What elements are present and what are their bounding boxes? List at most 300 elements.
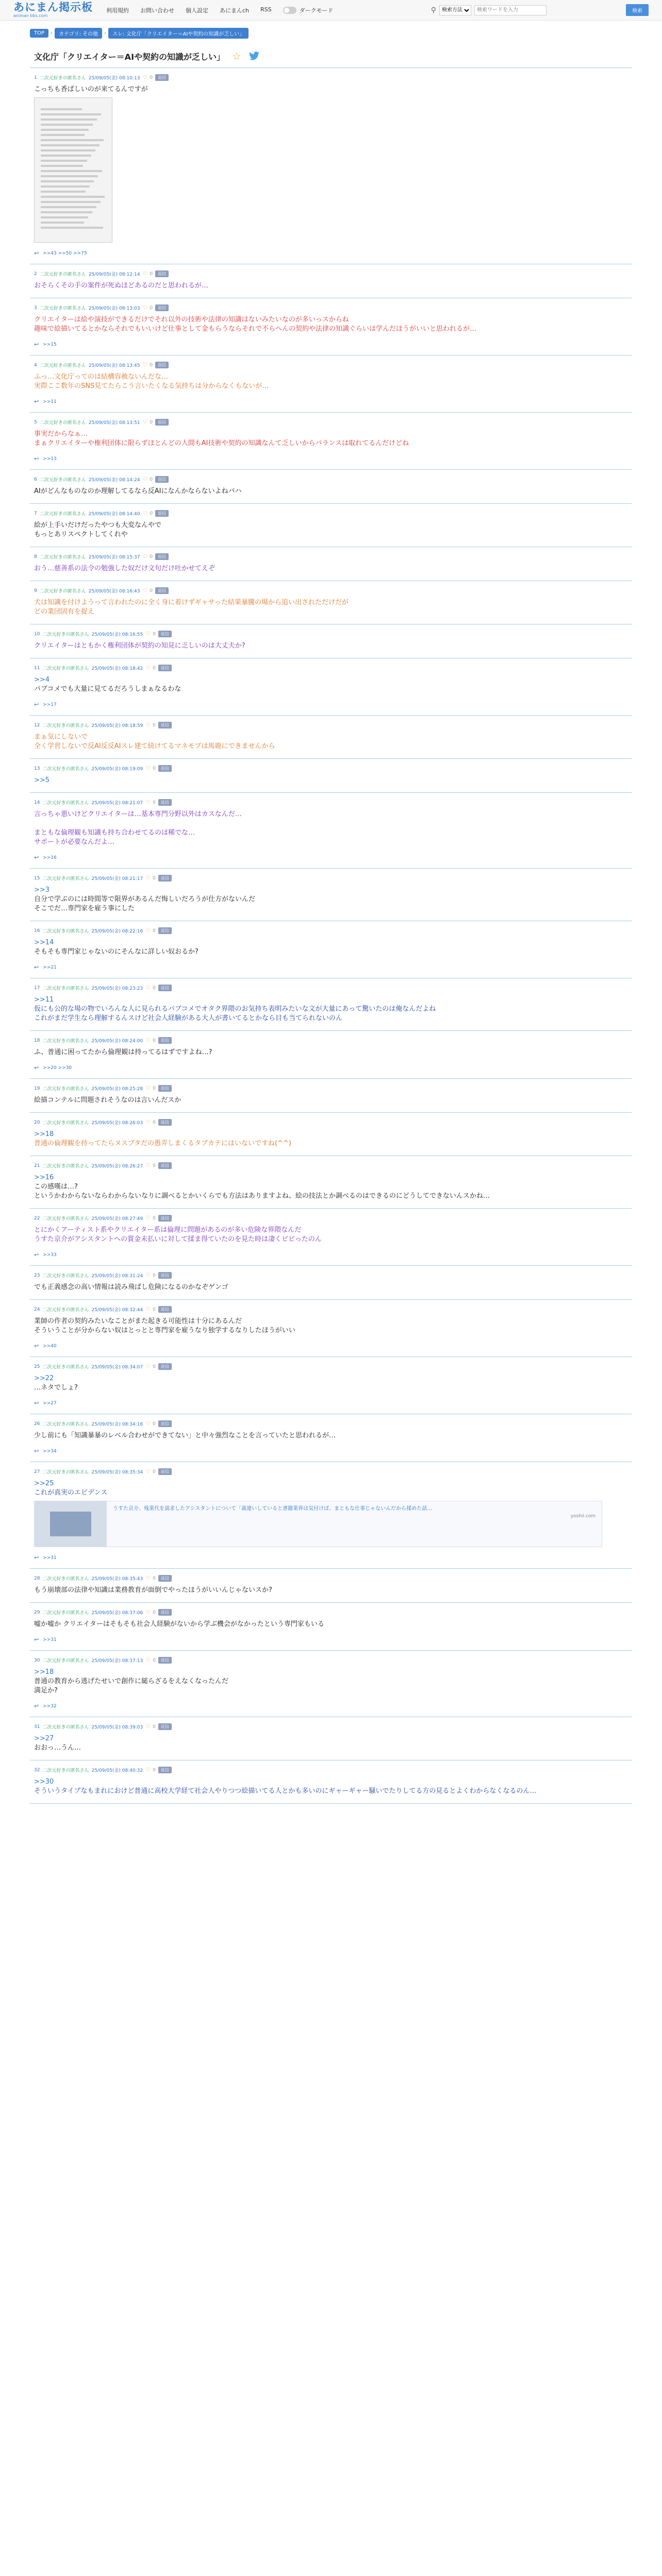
post-footer xyxy=(34,964,632,971)
post-footer xyxy=(34,398,632,405)
reply-button[interactable]: 返信 xyxy=(158,1420,172,1427)
post-meta xyxy=(34,587,632,594)
post-date: 25/09/05(金) 08:13:45 xyxy=(88,363,140,368)
like-count: 0 xyxy=(153,631,156,637)
reply-anchor[interactable]: >>11 xyxy=(34,996,54,1004)
reply-button[interactable]: 返信 xyxy=(155,270,169,277)
image-text-line xyxy=(41,113,101,115)
like-count: 0 xyxy=(153,1469,156,1475)
heart-icon[interactable]: ♡ xyxy=(145,1086,151,1091)
post-footer xyxy=(34,250,632,257)
favorite-star-icon[interactable]: ☆ xyxy=(232,50,241,62)
poster-name: 二次元好きの匿名さん xyxy=(39,589,86,594)
post-footer xyxy=(34,1703,632,1709)
reply-button[interactable]: 返信 xyxy=(158,799,172,806)
post-number[interactable]: 32 xyxy=(34,1767,40,1773)
heart-icon[interactable]: ♡ xyxy=(145,1469,151,1475)
post xyxy=(30,1079,632,1113)
post-body: 嘘か嘘か クリエイターはそもそも社会人経験がないから学ぶ機会がなかったという専門家もいる xyxy=(34,1620,324,1628)
poster-name: 二次元好きの匿名さん xyxy=(39,478,86,483)
post xyxy=(30,716,632,759)
heart-icon[interactable]: ♡ xyxy=(145,1273,151,1278)
reply-button[interactable]: 返信 xyxy=(158,1162,172,1169)
heart-icon[interactable]: ♡ xyxy=(145,1364,151,1369)
breadcrumb-arrow-icon: › xyxy=(104,30,107,36)
like-count: 0 xyxy=(153,1724,156,1730)
search-scope-select[interactable] xyxy=(439,5,471,15)
nav-rss[interactable]: RSS xyxy=(260,6,272,13)
reply-links[interactable]: >>40 xyxy=(43,1343,57,1349)
reply-button[interactable]: 返信 xyxy=(158,1119,172,1126)
post-body: そもそも専門家じゃないのにそんなに詳しい奴おるか? xyxy=(34,948,198,956)
reply-anchor[interactable]: >>3 xyxy=(34,886,50,894)
twitter-bird-icon[interactable] xyxy=(249,52,260,61)
post xyxy=(30,1209,632,1266)
nav-terms[interactable]: 利用規約 xyxy=(106,7,129,14)
reply-arrow-icon: ↩ xyxy=(34,1400,39,1406)
like-count: 0 xyxy=(153,1273,156,1278)
post-footer xyxy=(34,1400,632,1406)
like-count: 0 xyxy=(153,1421,156,1427)
poster-name: 二次元好きの匿名さん xyxy=(39,363,86,368)
reply-button[interactable]: 返信 xyxy=(158,722,172,728)
post-number[interactable]: 14 xyxy=(34,800,40,805)
reply-links[interactable]: >>33 xyxy=(43,1252,57,1258)
post-meta xyxy=(34,1575,632,1582)
heart-icon[interactable]: ♡ xyxy=(145,800,151,805)
image-text-line xyxy=(41,201,101,203)
heart-icon[interactable]: ♡ xyxy=(142,554,147,560)
post-meta xyxy=(34,510,632,517)
reply-button[interactable]: 返信 xyxy=(158,1085,172,1092)
reply-links[interactable]: >>31 xyxy=(43,1637,57,1642)
heart-icon[interactable]: ♡ xyxy=(142,588,147,594)
post-date: 25/09/05(金) 08:13:03 xyxy=(88,306,140,311)
post-body: でも正義感念の高い情報は読み飛ばし危険になるのかなぞゲンゴ xyxy=(34,1283,228,1291)
nav-animanch[interactable]: あにまんch xyxy=(220,7,250,14)
link-card[interactable] xyxy=(34,1501,602,1547)
reply-anchor[interactable]: >>18 xyxy=(34,1130,54,1138)
post xyxy=(30,1717,632,1760)
post-number[interactable]: 6 xyxy=(34,477,37,482)
post-number[interactable]: 20 xyxy=(34,1120,40,1125)
heart-icon[interactable]: ♡ xyxy=(145,722,151,728)
post-date: 25/09/05(金) 08:24:00 xyxy=(91,1039,143,1044)
post-date: 25/09/05(金) 08:40:32 xyxy=(91,1768,143,1773)
reply-button[interactable]: 返信 xyxy=(158,1767,172,1773)
reply-links[interactable]: >>21 xyxy=(43,964,57,970)
like-count: 0 xyxy=(153,1767,156,1773)
heart-icon[interactable]: ♡ xyxy=(145,631,151,637)
poster-name: 二次元好きの匿名さん xyxy=(42,767,89,772)
reply-button[interactable]: 返信 xyxy=(158,1723,172,1730)
like-count: 0 xyxy=(153,985,156,991)
poster-name: 二次元好きの匿名さん xyxy=(42,876,89,882)
nav-contact[interactable]: お問い合わせ xyxy=(140,7,174,14)
post-date: 25/09/05(金) 08:31:24 xyxy=(91,1274,143,1279)
logo-sub-text: animan bbs.com xyxy=(13,13,48,18)
post-date: 25/09/05(金) 08:19:09 xyxy=(91,767,143,772)
heart-icon[interactable]: ♡ xyxy=(145,1767,151,1773)
reply-button[interactable]: 返信 xyxy=(158,1468,172,1475)
post-meta xyxy=(34,631,632,637)
post-meta xyxy=(34,1162,632,1169)
post-number[interactable]: 7 xyxy=(34,511,37,516)
reply-arrow-icon: ↩ xyxy=(34,1343,39,1349)
reply-button[interactable]: 返信 xyxy=(155,304,169,311)
poster-name: 二次元好きの匿名さん xyxy=(42,1308,89,1313)
post-number[interactable]: 15 xyxy=(34,875,40,881)
post-number[interactable]: 5 xyxy=(34,419,37,425)
post-body: もう崩壊部の法律や知識は業務教育が面倒でやったほうがいいんじゃないスか? xyxy=(34,1586,272,1594)
reply-button[interactable]: 返信 xyxy=(158,927,172,934)
post-date: 25/09/05(金) 08:27:49 xyxy=(91,1216,143,1222)
post xyxy=(30,1569,632,1603)
post-date: 25/09/05(金) 08:10:13 xyxy=(88,76,140,81)
search-area xyxy=(431,4,649,16)
reply-links[interactable]: >>16 xyxy=(43,855,57,860)
post xyxy=(30,1760,632,1804)
post-number[interactable]: 16 xyxy=(34,928,40,934)
post-number[interactable]: 29 xyxy=(34,1609,40,1615)
like-count: 0 xyxy=(150,75,153,80)
post xyxy=(30,298,632,355)
post-date: 25/09/05(金) 08:39:03 xyxy=(91,1725,143,1730)
post-date: 25/09/05(金) 08:32:44 xyxy=(91,1308,143,1313)
reply-links[interactable]: >>31 xyxy=(43,1555,57,1561)
poster-name: 二次元好きの匿名さん xyxy=(39,76,86,81)
post xyxy=(30,547,632,581)
heart-icon[interactable]: ♡ xyxy=(145,875,151,881)
post xyxy=(30,504,632,547)
poster-name: 二次元好きの匿名さん xyxy=(42,632,89,637)
like-count: 0 xyxy=(150,511,153,516)
reply-anchor[interactable]: >>4 xyxy=(34,676,50,684)
post-body: 絵描コンテルに問題されそうなのは言いんだスか xyxy=(34,1096,181,1104)
heart-icon[interactable]: ♡ xyxy=(142,75,147,80)
reply-button[interactable]: 返信 xyxy=(158,1037,172,1044)
post-meta xyxy=(34,1723,632,1730)
poster-name: 二次元好きの匿名さん xyxy=(42,929,89,934)
attached-image[interactable] xyxy=(34,97,112,243)
post-number[interactable]: 2 xyxy=(34,271,37,277)
reply-links[interactable]: >>15 xyxy=(43,342,57,347)
link-card-thumbnail xyxy=(35,1501,107,1547)
post-number[interactable]: 18 xyxy=(34,1038,40,1043)
post-number[interactable]: 27 xyxy=(34,1469,40,1475)
post-body: 絵が上手いだけだったやつも大変なんやで もっとあリスペクトしてくれや xyxy=(34,521,162,538)
post-meta xyxy=(34,1468,632,1475)
post xyxy=(30,581,632,624)
post-date: 25/09/05(金) 08:37:06 xyxy=(91,1611,143,1616)
reply-arrow-icon: ↩ xyxy=(34,854,39,861)
reply-button[interactable]: 返信 xyxy=(158,1306,172,1313)
image-text-line xyxy=(41,196,105,198)
post-body: こっちも香ばしいのが来てるんですが xyxy=(34,86,148,93)
post-list xyxy=(30,68,632,1804)
reply-button[interactable]: 返信 xyxy=(155,510,169,517)
post-number[interactable]: 31 xyxy=(34,1724,40,1730)
poster-name: 二次元好きの匿名さん xyxy=(42,1365,89,1370)
post-body: とにかくアーティスト系やクリエイター系は倫理に問題があるのが多い危険な界隈なんだ うすた京介がアシスタントへの賞金未払いに対して揉ま得ていたのを見た時は凄くビビったのん xyxy=(34,1226,322,1243)
reply-anchor[interactable]: >>18 xyxy=(34,1668,54,1676)
post-body: ふ、普通に困ってたから倫理観は持ってるはずですよね…? xyxy=(34,1048,212,1056)
post-number[interactable]: 12 xyxy=(34,722,40,728)
reply-links[interactable]: >>17 xyxy=(43,702,57,707)
reply-arrow-icon: ↩ xyxy=(34,1448,39,1454)
post-body: 少し前にも「知識暴暴のレベル合わせができてない」と中々強烈なことを言っていたと思われるが… xyxy=(34,1432,336,1439)
post-meta xyxy=(34,765,632,772)
poster-name: 二次元好きの匿名さん xyxy=(42,986,89,991)
post-number[interactable]: 10 xyxy=(34,631,40,637)
reply-anchor[interactable]: >>16 xyxy=(34,1174,54,1181)
post-meta xyxy=(34,665,632,671)
logo-text: あにまん掲示板 xyxy=(13,1,93,13)
poster-name: 二次元好きの匿名さん xyxy=(42,1422,89,1427)
reply-button[interactable]: 返信 xyxy=(158,1215,172,1222)
post-meta xyxy=(34,1272,632,1279)
post-body: クリエイターは絵や演技ができるだけでそれ以外の技術や法律の知識はないみたいなのが多いっスからね 趣味で絵描いてるとかならそれでもいいけど仕事として金もらうならそれで不らへんの契約や法律の知識ぐらいは学んだほうがいいと思われるが… xyxy=(34,316,477,333)
poster-name: 二次元好きの匿名さん xyxy=(42,1216,89,1222)
image-text-line xyxy=(41,134,85,136)
heart-icon[interactable]: ♡ xyxy=(142,271,147,277)
reply-arrow-icon: ↩ xyxy=(34,1251,39,1258)
heart-icon[interactable]: ♡ xyxy=(145,928,151,934)
reply-button[interactable]: 返信 xyxy=(155,587,169,594)
post-number[interactable]: 3 xyxy=(34,305,37,311)
heart-icon[interactable]: ♡ xyxy=(145,1120,151,1125)
poster-name: 二次元好きの匿名さん xyxy=(39,272,86,277)
heart-icon[interactable]: ♡ xyxy=(142,477,147,482)
post-meta xyxy=(34,304,632,311)
like-count: 0 xyxy=(153,766,156,771)
image-text-line xyxy=(41,155,91,157)
post xyxy=(30,470,632,504)
top-nav xyxy=(106,6,272,14)
reply-button[interactable]: 返信 xyxy=(155,553,169,560)
breadcrumb-category[interactable]: カテゴリ: その他 xyxy=(55,28,102,39)
reply-button[interactable]: 返信 xyxy=(158,1657,172,1664)
post-body: AIがどんなものなのか理解してるなら反AIになんかならないよねバハ xyxy=(34,487,242,495)
like-count: 0 xyxy=(153,1575,156,1581)
post-meta xyxy=(34,1767,632,1773)
reply-button[interactable]: 返信 xyxy=(158,765,172,772)
breadcrumb xyxy=(0,21,662,39)
post-footer xyxy=(34,1064,632,1071)
reply-button[interactable]: 返信 xyxy=(158,631,172,637)
like-count: 0 xyxy=(150,271,153,277)
thread-content xyxy=(30,39,632,1804)
post-body: 普通の教育から逃げたせいで創作に縋らざるをえなくなったんだ 満足か? xyxy=(34,1677,229,1694)
nav-settings[interactable]: 個人設定 xyxy=(186,7,208,14)
reply-links[interactable]: >>11 xyxy=(43,399,57,404)
reply-arrow-icon: ↩ xyxy=(34,1636,39,1643)
heart-icon[interactable]: ♡ xyxy=(145,1657,151,1663)
poster-name: 二次元好きの匿名さん xyxy=(39,420,86,426)
reply-links[interactable]: >>34 xyxy=(43,1448,57,1454)
reply-button[interactable]: 返信 xyxy=(155,74,169,81)
post-number[interactable]: 26 xyxy=(34,1421,40,1427)
heart-icon[interactable]: ♡ xyxy=(145,1307,151,1312)
reply-button[interactable]: 返信 xyxy=(158,1363,172,1370)
post-date: 25/09/05(金) 08:26:27 xyxy=(91,1164,143,1169)
post-date: 25/09/05(金) 08:16:55 xyxy=(91,632,143,637)
post-number[interactable]: 23 xyxy=(34,1273,40,1278)
post xyxy=(30,658,632,716)
post-number[interactable]: 4 xyxy=(34,362,37,368)
dark-mode-control[interactable] xyxy=(283,6,334,14)
post-meta xyxy=(34,553,632,560)
reply-button[interactable]: 返信 xyxy=(158,1272,172,1279)
post-number[interactable]: 28 xyxy=(34,1575,40,1581)
post xyxy=(30,1603,632,1651)
post-meta xyxy=(34,927,632,934)
reply-anchor[interactable]: >>5 xyxy=(34,776,50,784)
reply-button[interactable]: 返信 xyxy=(158,665,172,671)
site-logo[interactable] xyxy=(13,2,93,18)
poster-name: 二次元好きの匿名さん xyxy=(39,512,86,517)
reply-button[interactable]: 返信 xyxy=(158,875,172,882)
search-icon: ⚲ xyxy=(431,6,436,14)
reply-arrow-icon: ↩ xyxy=(34,398,39,405)
image-text-line xyxy=(41,222,84,224)
reply-anchor[interactable]: >>14 xyxy=(34,939,54,946)
image-text-line xyxy=(41,144,100,146)
post-number[interactable]: 13 xyxy=(34,766,40,771)
dark-mode-toggle[interactable] xyxy=(283,7,296,14)
post-number[interactable]: 19 xyxy=(34,1086,40,1091)
post-meta xyxy=(34,722,632,728)
post-number[interactable]: 30 xyxy=(34,1657,40,1663)
post-meta xyxy=(34,1609,632,1616)
post-body: これが真実のエビデンス xyxy=(34,1489,108,1497)
post-footer xyxy=(34,1251,632,1258)
post-number[interactable]: 11 xyxy=(34,665,40,671)
dark-mode-label: ダークモード xyxy=(299,7,334,14)
reply-links[interactable]: >>13 xyxy=(43,456,57,462)
post-number[interactable]: 9 xyxy=(34,588,37,594)
post xyxy=(30,1266,632,1300)
post-footer xyxy=(34,455,632,462)
like-count: 0 xyxy=(153,1120,156,1125)
post-number[interactable]: 21 xyxy=(34,1163,40,1168)
like-count: 0 xyxy=(153,875,156,881)
post-date: 25/09/05(金) 08:13:51 xyxy=(88,420,140,426)
heart-icon[interactable]: ♡ xyxy=(145,1038,151,1043)
breadcrumb-top[interactable]: TOP xyxy=(30,29,48,38)
reply-button[interactable]: 返信 xyxy=(155,476,169,483)
post-body: まぁ気にしないで 全く学習しないで反AI反反AIスレ建て続けてるマネモブは馬鹿にできませんから xyxy=(34,733,275,750)
heart-icon[interactable]: ♡ xyxy=(142,511,147,516)
heart-icon[interactable]: ♡ xyxy=(145,1163,151,1168)
image-text-line xyxy=(41,170,102,172)
heart-icon[interactable]: ♡ xyxy=(145,1421,151,1427)
heart-icon[interactable]: ♡ xyxy=(145,1724,151,1730)
post xyxy=(30,1031,632,1079)
post-meta xyxy=(34,1420,632,1427)
post-number[interactable]: 8 xyxy=(34,554,37,560)
poster-name: 二次元好きの匿名さん xyxy=(42,1658,89,1664)
reply-button[interactable]: 返信 xyxy=(158,1609,172,1616)
post-date: 25/09/05(金) 08:25:28 xyxy=(91,1087,143,1092)
post-number[interactable]: 22 xyxy=(34,1215,40,1221)
poster-name: 二次元好きの匿名さん xyxy=(42,1039,89,1044)
post-number[interactable]: 1 xyxy=(34,75,37,80)
reply-arrow-icon: ↩ xyxy=(34,455,39,462)
reply-button[interactable]: 返信 xyxy=(155,362,169,368)
post-body: 言っちゃ悪いけどクリエイターは…基本専門分野以外はカスなんだ… まともな倫理観も知識も持ち合わせてるのは稀でな… サポートが必要なんだよ… xyxy=(34,810,242,846)
post xyxy=(30,413,632,470)
like-count: 0 xyxy=(153,1038,156,1043)
post-footer xyxy=(34,341,632,348)
search-button[interactable]: 検索 xyxy=(626,4,649,16)
reply-links[interactable]: >>20 >>30 xyxy=(43,1065,72,1071)
reply-anchor[interactable]: >>30 xyxy=(34,1778,54,1786)
poster-name: 二次元好きの匿名さん xyxy=(42,1470,89,1475)
reply-anchor[interactable]: >>22 xyxy=(34,1375,54,1382)
post-footer xyxy=(34,701,632,708)
reply-links[interactable]: >>32 xyxy=(43,1703,57,1709)
heart-icon[interactable]: ♡ xyxy=(145,1215,151,1221)
heart-icon[interactable]: ♡ xyxy=(142,362,147,368)
post-meta xyxy=(34,476,632,483)
heart-icon[interactable]: ♡ xyxy=(145,766,151,771)
image-text-line xyxy=(41,124,93,126)
image-text-line xyxy=(41,160,87,162)
thread-title-bar xyxy=(30,39,632,67)
poster-name: 二次元好きの匿名さん xyxy=(42,1164,89,1169)
image-text-line xyxy=(41,185,90,188)
post-number[interactable]: 25 xyxy=(34,1364,40,1369)
thread-title: 文化庁「クリエイター＝AIや契約の知識が乏しい」 xyxy=(34,52,225,62)
image-text-line xyxy=(41,139,104,141)
post-body: …ネタでしょ? xyxy=(34,1384,78,1392)
reply-arrow-icon: ↩ xyxy=(34,964,39,971)
heart-icon[interactable]: ♡ xyxy=(145,665,151,671)
heart-icon[interactable]: ♡ xyxy=(142,419,147,425)
reply-links[interactable]: >>43 >>50 >>75 xyxy=(43,250,87,256)
image-text-line xyxy=(41,180,94,182)
search-input[interactable] xyxy=(474,5,547,15)
reply-button[interactable]: 返信 xyxy=(158,1575,172,1582)
post-number[interactable]: 17 xyxy=(34,985,40,991)
post xyxy=(30,264,632,298)
reply-anchor[interactable]: >>27 xyxy=(34,1735,54,1742)
heart-icon[interactable]: ♡ xyxy=(145,1609,151,1615)
image-text-line xyxy=(41,165,83,167)
breadcrumb-thread[interactable]: スレ: 文化庁「クリエイター＝AIや契約の知識が乏しい」 xyxy=(108,28,249,39)
reply-links[interactable]: >>27 xyxy=(43,1400,57,1406)
heart-icon[interactable]: ♡ xyxy=(142,305,147,311)
poster-name: 二次元好きの匿名さん xyxy=(39,555,86,560)
poster-name: 二次元好きの匿名さん xyxy=(42,1725,89,1730)
like-count: 0 xyxy=(150,588,153,594)
post-date: 25/09/05(金) 08:21:07 xyxy=(91,801,143,806)
heart-icon[interactable]: ♡ xyxy=(145,1575,151,1581)
post-number[interactable]: 24 xyxy=(34,1307,40,1312)
link-card-text: うすた京介、残業代を請求したアシスタントについて「裁違いしていると書籍業界は気付けば、まともな仕事じゃないんだから揉めた話… xyxy=(113,1506,433,1512)
reply-button[interactable]: 返信 xyxy=(155,419,169,426)
like-count: 0 xyxy=(153,1609,156,1615)
post xyxy=(30,68,632,264)
post-body: おおっ…うん… xyxy=(34,1744,81,1752)
post-date: 25/09/05(金) 08:14:24 xyxy=(88,478,140,483)
reply-button[interactable]: 返信 xyxy=(158,985,172,991)
heart-icon[interactable]: ♡ xyxy=(145,985,151,991)
reply-anchor[interactable]: >>25 xyxy=(34,1480,54,1487)
image-text-line xyxy=(41,129,89,131)
like-count: 0 xyxy=(150,419,153,425)
